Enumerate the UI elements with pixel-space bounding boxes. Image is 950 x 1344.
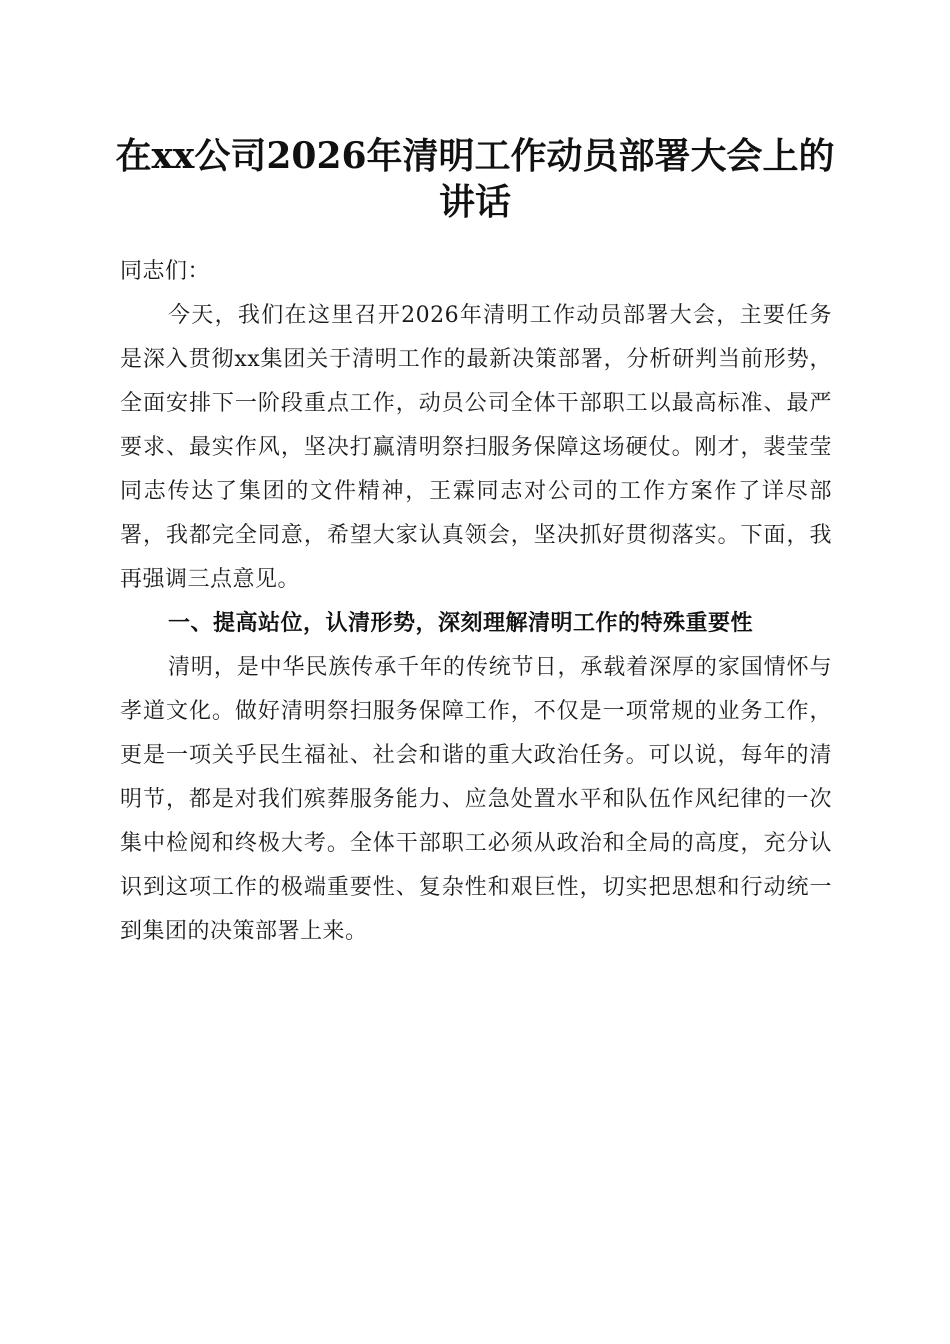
document-body bbox=[120, 250, 832, 954]
paragraph-section-1: 清明，是中华民族传承千年的传统节日，承载着深厚的家国情怀与孝道文化。做好清明祭扫服务保障工作，不仅是一项常规的业务工作，更是一项关乎民生福祉、社会和谐的重大政治任务。可以说，每年的清明节，都是对我们殡葬服务能力、应急处置水平和队伍作风纪律的一次集中检阅和终极大考。全体干部职工必须从政治和全局的高度，充分认识到这项工作的极端重要性、复杂性和艰巨性，切实把思想和行动统一到集团的决策部署上来。 bbox=[120, 655, 832, 944]
document-title bbox=[90, 133, 860, 225]
title-line-1: 在xx公司2026年清明工作动员部署大会上的 bbox=[115, 135, 835, 177]
paragraph-intro: 今天，我们在这里召开2026年清明工作动员部署大会，主要任务是深入贯彻xx集团关于清明工作的最新决策部署，分析研判当前形势，全面安排下一阶段重点工作，动员公司全体干部职工以最高标准、最严要求、最实作风，坚决打赢清明祭扫服务保障这场硬仗。刚才，裴莹莹同志传达了集团的文件精神，王霖同志对公司的工作方案作了详尽部署，我都完全同意，希望大家认真领会，坚决抓好贯彻落实。下面，我再强调三点意见。 bbox=[120, 303, 832, 592]
salutation: 同志们： bbox=[120, 259, 211, 284]
section-heading-1: 一、提高站位，认清形势，深刻理解清明工作的特殊重要性 bbox=[168, 611, 754, 636]
title-line-2: 讲话 bbox=[438, 181, 511, 223]
